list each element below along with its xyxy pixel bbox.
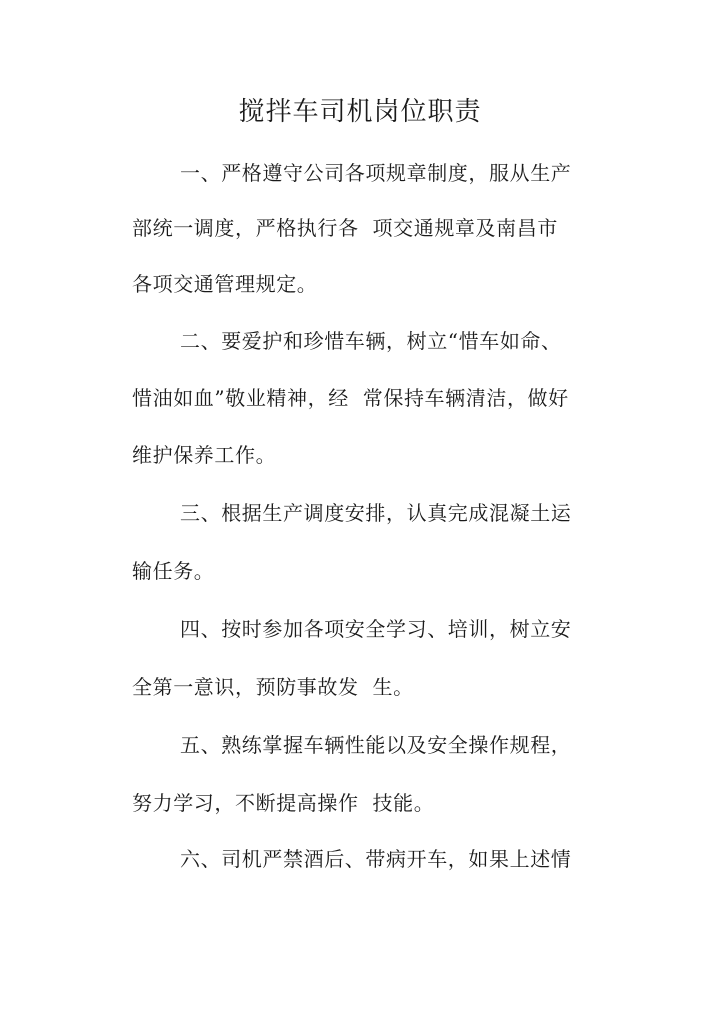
paragraph-5-line-1: 五、熟练掌握车辆性能以及安全操作规程， [180,733,572,757]
paragraph-2-line-2: 惜油如血”敬业精神，经 常保持车辆清洁，做好 [132,386,569,410]
paragraph-2-line-1: 二、要爱护和珍惜车辆，树立“惜车如命、 [180,329,562,353]
paragraph-2-line-3: 维护保养工作。 [132,443,277,467]
paragraph-1-line-1: 一、严格遵守公司各项规章制度，服从生产 [180,161,572,185]
paragraph-5-line-2: 努力学习，不断提高操作 技能。 [132,791,435,815]
paragraph-4-line-1: 四、按时参加各项安全学习、培训，树立安 [180,617,572,641]
paragraph-1-line-3: 各项交通管理规定。 [132,272,318,296]
paragraph-3-line-1: 三、根据生产调度安排，认真完成混凝土运 [180,501,572,525]
document-title: 搅拌车司机岗位职责 [238,97,482,127]
paragraph-6-line-1: 六、司机严禁酒后、带病开车，如果上述情 [180,847,572,871]
paragraph-3-line-2: 输任务。 [132,559,215,583]
paragraph-1-line-2: 部统一调度，严格执行各 项交通规章及南昌市 [132,216,558,240]
paragraph-4-line-2: 全第一意识，预防事故发 生。 [132,675,414,699]
